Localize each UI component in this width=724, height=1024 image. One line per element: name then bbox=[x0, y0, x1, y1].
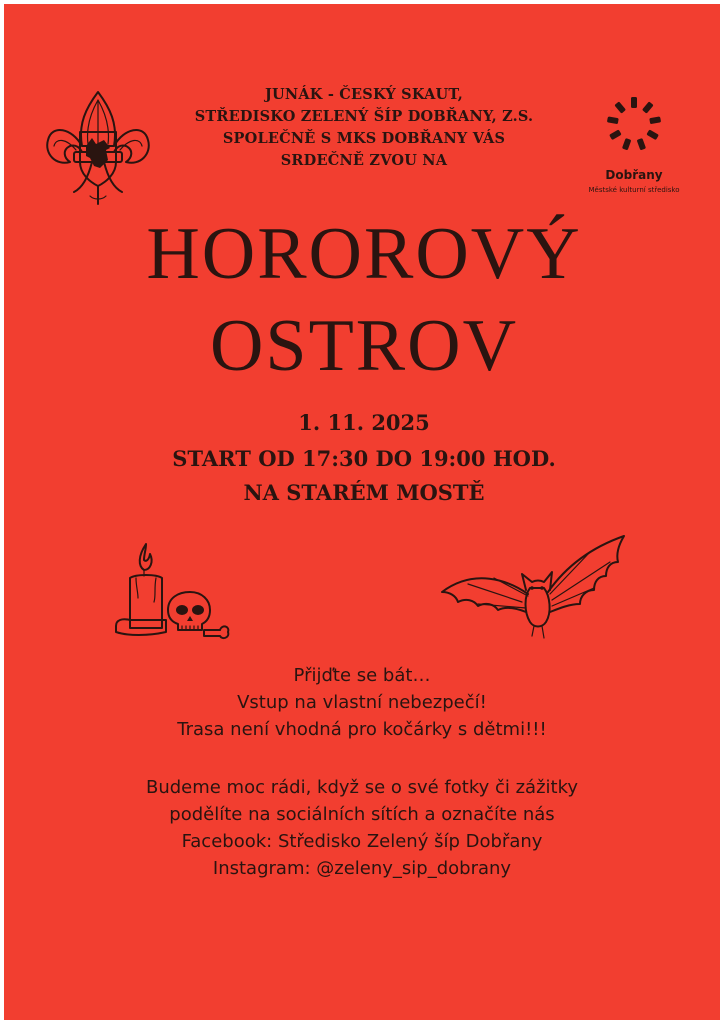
candle-skull-icon bbox=[108, 540, 232, 644]
notice-line: Trasa není vhodná pro kočárky s dětmi!!! bbox=[177, 719, 547, 740]
intro-line: JUNÁK - ČESKÝ SKAUT, bbox=[264, 86, 464, 103]
fleur-de-lis-scout-icon bbox=[42, 88, 154, 208]
intro-line: SPOLEČNĚ S MKS DOBŘANY VÁS bbox=[222, 130, 506, 147]
mks-star-ring-icon bbox=[594, 94, 674, 154]
intro-text bbox=[144, 84, 584, 172]
bat-icon bbox=[434, 532, 630, 652]
notice-line: Přijďte se bát… bbox=[293, 665, 431, 686]
mks-logo-name: Dobřany bbox=[605, 168, 663, 182]
social-line: Budeme moc rádi, když se o své fotky či zážitky bbox=[145, 777, 579, 798]
event-time: START OD 17:30 DO 19:00 HOD. bbox=[172, 446, 556, 471]
event-date: 1. 11. 2025 bbox=[298, 410, 430, 435]
poster bbox=[4, 4, 720, 1020]
title-line-1: HOROROVÝ bbox=[146, 213, 582, 295]
social-line: podělíte na sociálních sítích a označíte nás bbox=[169, 804, 555, 825]
title-line-2: OSTROV bbox=[209, 305, 519, 387]
social-instagram: Instagram: @zeleny_sip_dobrany bbox=[212, 858, 512, 879]
social-facebook: Facebook: Středisko Zelený šíp Dobřany bbox=[181, 831, 543, 852]
intro-line: STŘEDISKO ZELENÝ ŠÍP DOBŘANY, Z.S. bbox=[194, 108, 534, 125]
notice-line: Vstup na vlastní nebezpečí! bbox=[237, 692, 487, 713]
event-place: NA STARÉM MOSTĚ bbox=[243, 480, 485, 505]
intro-line: SRDEČNĚ ZVOU NA bbox=[280, 152, 448, 169]
mks-logo-subtitle: Městské kulturní středisko bbox=[588, 186, 680, 194]
